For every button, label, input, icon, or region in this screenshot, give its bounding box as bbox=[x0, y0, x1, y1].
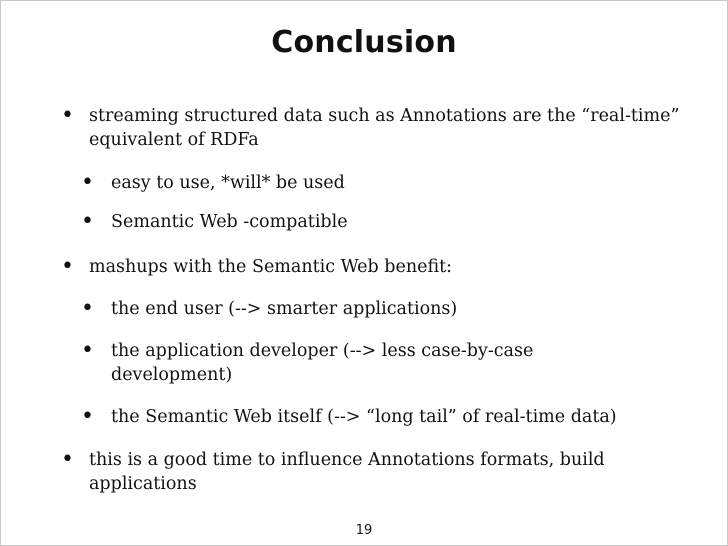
bullet-text: the Semantic Web itself (--> “long tail” of real-time data) bbox=[111, 407, 617, 427]
sub-bullet-item bbox=[81, 296, 711, 321]
bullet-icon: • bbox=[81, 170, 94, 195]
bullet-item bbox=[61, 254, 709, 279]
bullet-text: Semantic Web -compatible bbox=[111, 212, 348, 232]
bullet-icon: • bbox=[61, 447, 74, 472]
sub-bullet-item bbox=[81, 404, 711, 429]
bullet-icon: • bbox=[81, 296, 94, 321]
bullet-text: streaming structured data such as Annotations are the “real-time” equivalent of RDFa bbox=[89, 106, 680, 150]
slide-title: Conclusion bbox=[271, 25, 457, 60]
bullet-icon: • bbox=[81, 209, 94, 234]
bullet-item bbox=[61, 447, 709, 496]
bullet-icon: • bbox=[61, 254, 74, 279]
bullet-item bbox=[61, 103, 709, 152]
sub-bullet-item bbox=[81, 338, 611, 387]
bullet-icon: • bbox=[61, 103, 74, 128]
bullet-text: easy to use, *will* be used bbox=[111, 173, 345, 193]
sub-bullet-item bbox=[81, 209, 711, 234]
bullet-text: the application developer (--> less case-by-case development) bbox=[111, 341, 534, 385]
page-number: 19 bbox=[355, 523, 373, 538]
bullet-icon: • bbox=[81, 338, 94, 363]
sub-bullet-item bbox=[81, 170, 711, 195]
bullet-text: mashups with the Semantic Web benefit: bbox=[89, 257, 453, 277]
bullet-icon: • bbox=[81, 404, 94, 429]
bullet-text: the end user (--> smarter applications) bbox=[111, 299, 458, 319]
bullet-text: this is a good time to influence Annotations formats, build applications bbox=[89, 450, 605, 494]
